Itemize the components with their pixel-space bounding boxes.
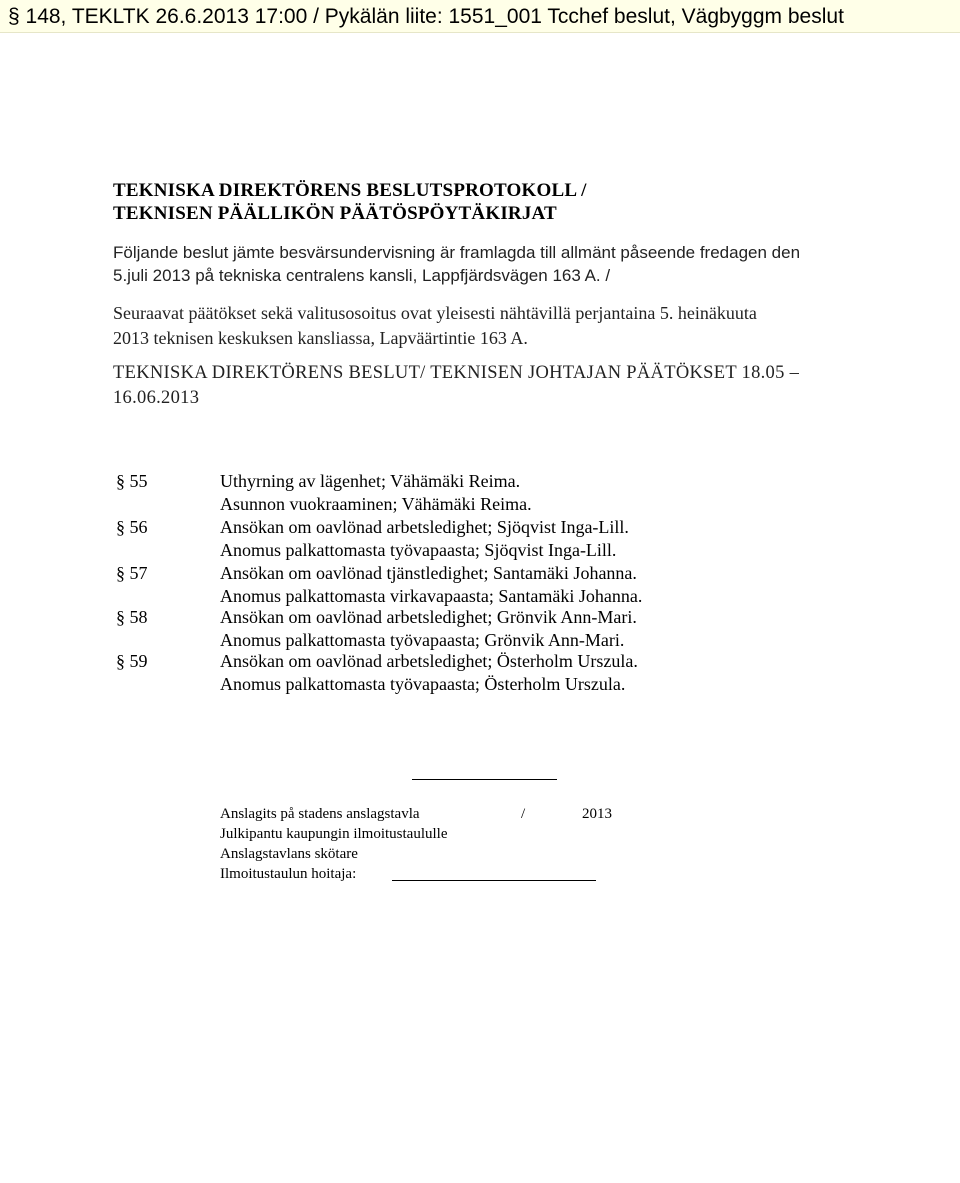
- posted-year: 2013: [582, 806, 612, 822]
- section-number: § 59: [116, 651, 148, 671]
- keeper-signature-line: [392, 880, 596, 881]
- posted-notice-fi: Julkipantu kaupungin ilmoitustaululle: [220, 826, 448, 842]
- section-number: § 58: [116, 607, 148, 627]
- section-title-fi: Anomus palkattomasta työvapaasta; Sjöqvist Inga-Lill.: [220, 540, 617, 560]
- signature-separator-line: [412, 779, 557, 780]
- finnish-notice-line1: Seuraavat päätökset sekä valitusosoitus ovat yleisesti nähtävillä perjantaina 5. heinäkuuta: [113, 303, 757, 323]
- board-keeper-fi: Ilmoitustaulun hoitaja:: [220, 866, 357, 882]
- attachment-header-text: § 148, TEKLTK 26.6.2013 17:00 / Pykälän liite: 1551_001 Tcchef beslut, Vägbyggm beslut: [8, 5, 844, 28]
- section-title-sv: Ansökan om oavlönad arbetsledighet; Grönvik Ann-Mari.: [220, 607, 637, 627]
- section-title-fi: Anomus palkattomasta työvapaasta; Österholm Urszula.: [220, 674, 626, 694]
- section-title-sv: Ansökan om oavlönad arbetsledighet; Österholm Urszula.: [220, 651, 638, 671]
- swedish-notice-line1: Följande beslut jämte besvärsundervisning är framlagda till allmänt påseende fredagen den: [113, 243, 801, 262]
- section-number: § 55: [116, 471, 148, 491]
- swedish-notice-line2: 5.juli 2013 på tekniska centralens kansli, Lappfjärdsvägen 163 A. /: [113, 266, 611, 285]
- decisions-heading-line1: TEKNISKA DIREKTÖRENS BESLUT/ TEKNISEN JOHTAJAN PÄÄTÖKSET 18.05 –: [113, 363, 800, 383]
- posted-notice-sv: Anslagits på stadens anslagstavla: [220, 806, 420, 822]
- section-title-sv: Uthyrning av lägenhet; Vähämäki Reima.: [220, 471, 521, 491]
- posted-date-slash: /: [521, 806, 526, 822]
- section-title-sv: Ansökan om oavlönad tjänstledighet; Santamäki Johanna.: [220, 563, 637, 583]
- section-title-sv: Ansökan om oavlönad arbetsledighet; Sjöqvist Inga-Lill.: [220, 517, 629, 537]
- section-title-fi: Asunnon vuokraaminen; Vähämäki Reima.: [220, 494, 532, 514]
- section-title-fi: Anomus palkattomasta virkavapaasta; Santamäki Johanna.: [220, 586, 643, 606]
- attachment-header: [0, 0, 960, 33]
- board-keeper-sv: Anslagstavlans skötare: [220, 846, 358, 862]
- section-number: § 56: [116, 517, 148, 537]
- document-title-line2: TEKNISEN PÄÄLLIKÖN PÄÄTÖSPÖYTÄKIRJAT: [113, 203, 557, 224]
- document-title-line1: TEKNISKA DIREKTÖRENS BESLUTSPROTOKOLL /: [113, 180, 587, 201]
- decisions-heading-line2: 16.06.2013: [113, 388, 200, 408]
- finnish-notice-line2: 2013 teknisen keskuksen kansliassa, Lapväärtintie 163 A.: [113, 328, 528, 348]
- section-number: § 57: [116, 563, 148, 583]
- section-title-fi: Anomus palkattomasta työvapaasta; Grönvik Ann-Mari.: [220, 630, 625, 650]
